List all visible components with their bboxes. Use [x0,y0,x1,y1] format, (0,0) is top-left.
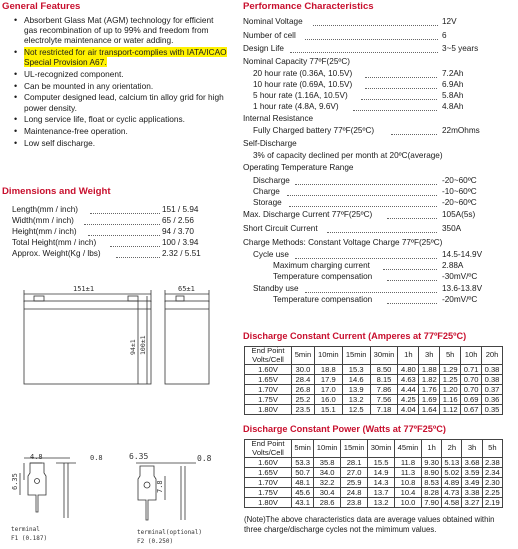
table-cell: 1.76 [419,385,440,395]
table-cell: 1.25 [440,375,461,385]
perf-value: -20~60ºC [442,198,477,207]
table-cell: 17.0 [314,385,342,395]
feature-item-highlighted: • Not restricted for air transport-complies with IATA/ICAO Special Provision A67. [12,47,228,67]
table-cell: 13.9 [342,385,370,395]
table-cell: 8.28 [421,488,441,498]
perf-value: 105A(5s) [442,210,476,219]
column-header: 5min [292,440,314,458]
perf-row: Number of cell [243,31,296,42]
battery-drawing [0,280,235,549]
perf-value: 6.9Ah [442,80,464,89]
perf-row: Charge [253,187,280,198]
endpoint-cell: 1.75V [245,395,292,405]
perf-row: 1 hour rate (4.8A, 9.6V) [253,102,339,113]
table-cell: 3.49 [462,478,482,488]
table-cell: 12.5 [342,405,370,415]
table-cell: 28.1 [341,458,368,468]
perf-value: 350A [442,224,462,233]
table-cell: 10.4 [395,488,422,498]
table-cell: 8.15 [370,375,398,385]
feature-item: • Computer designed lead, calcium tin alloy grid for high power density. [12,92,228,112]
column-header: 10h [461,347,482,365]
f2-width-label: 6.35 [129,452,149,461]
note-line: (Note)The above characteristics data are average values obtained within [244,515,495,524]
table-cell: 23.5 [292,405,315,415]
battery-drawing-svg [0,280,235,549]
perf-section: Nominal Capacity 77ºF(25ºC) [243,57,350,66]
note [244,515,516,535]
perf-value: -20~60ºC [442,176,477,185]
table-row [245,488,503,498]
table-cell: 2.30 [482,478,502,488]
endpoint-cell: 1.60V [245,365,292,375]
perf-row: Max. Discharge Current 77ºF(25ºC) [243,210,372,221]
perf-value: 2.88A [442,261,464,270]
perf-row: 20 hour rate (0.36A, 10.5V) [253,69,352,80]
table-row [245,468,503,478]
table-cell: 48.1 [292,478,314,488]
table-cell: 11.8 [395,458,422,468]
table-cell: 4.44 [398,385,419,395]
table-cell: 5.02 [442,468,462,478]
perf-value: 13.6-13.8V [442,284,483,293]
column-header: 30min [368,440,395,458]
table-cell: 43.1 [292,498,314,508]
perf-section: Operating Temperature Range [243,163,354,172]
perf-value: -30mV/ºC [442,272,478,281]
dimensions-title: Dimensions and Weight [2,186,111,197]
column-header: 3h [462,440,482,458]
table-cell: 7.18 [370,405,398,415]
table-cell: 1.82 [419,375,440,385]
perf-row: Fully Charged battery 77ºF(25ºC) [253,126,374,137]
column-header: 5h [440,347,461,365]
perf-row: Nominal Voltage [243,17,303,28]
perf-row: Temperature compensation [273,272,372,283]
table-cell: 4.04 [398,405,419,415]
perf-row: 10 hour rate (0.69A, 10.5V) [253,80,352,91]
table-cell: 34.0 [314,468,341,478]
table-cell: 3.68 [462,458,482,468]
table-cell: 15.1 [314,405,342,415]
table-cell: 16.0 [314,395,342,405]
table-cell: 4.63 [398,375,419,385]
table-row [245,395,503,405]
power-table-title: Discharge Constant Power (Watts at 77ºF25ºC) [243,424,446,434]
table-row [245,365,503,375]
f1-width-label: 4.8 [30,453,43,461]
table-cell: 8.53 [421,478,441,488]
endpoint-cell: 1.70V [245,385,292,395]
table-cell: 53.3 [292,458,314,468]
perf-row: 5 hour rate (1.16A, 10.5V) [253,91,348,102]
table-cell: 3.59 [462,468,482,478]
table-cell: 4.89 [442,478,462,488]
table-cell: 2.19 [482,498,502,508]
column-header: 45min [395,440,422,458]
endpoint-header: End Point Volts/Cell [245,347,292,365]
table-cell: 1.88 [419,365,440,375]
feature-item: • Can be mounted in any orientation. [12,81,230,91]
column-header: 1h [398,347,419,365]
table-row [245,458,503,468]
table-cell: 7.90 [421,498,441,508]
column-header: 20h [482,347,503,365]
table-cell: 4.58 [442,498,462,508]
table-cell: 18.8 [314,365,342,375]
f2-thickness-label: 0.8 [197,454,212,463]
perf-value: -20mV/ºC [442,295,478,304]
table-cell: 1.20 [440,385,461,395]
table-cell: 7.86 [370,385,398,395]
table-cell: 3.27 [462,498,482,508]
table-cell: 8.50 [370,365,398,375]
table-cell: 11.3 [395,468,422,478]
perf-value: 5.8Ah [442,91,464,100]
perf-value: 12V [442,17,457,26]
table-cell: 0.38 [482,365,503,375]
dim-row: Length(mm / inch) 151 / 5.94 [12,205,199,214]
table-cell: 8.90 [421,468,441,478]
table-cell: 0.70 [461,385,482,395]
column-header: 30min [370,347,398,365]
table-cell: 5.13 [442,458,462,468]
table-cell: 4.25 [398,395,419,405]
table-cell: 0.37 [482,385,503,395]
perf-row: Standby use [253,284,299,295]
endpoint-cell: 1.60V [245,458,292,468]
feature-item: • Maintenance-free operation. [12,126,230,136]
current-table [244,346,503,415]
table-cell: 1.69 [419,395,440,405]
general-features-title: General Features [2,1,81,12]
table-cell: 1.12 [440,405,461,415]
table-cell: 15.3 [342,365,370,375]
table-cell: 30.4 [314,488,341,498]
perf-value: 7.2Ah [442,69,464,78]
note-line: three charge/discharge cycles not the mimimum values. [244,525,437,534]
table-cell: 17.9 [314,375,342,385]
table-cell: 26.8 [292,385,315,395]
table-cell: 0.36 [482,395,503,405]
table-cell: 32.2 [314,478,341,488]
perf-row: Temperature compensation [273,295,372,306]
table-cell: 0.70 [461,375,482,385]
table-cell: 24.8 [341,488,368,498]
features-list [12,15,230,149]
table-cell: 1.29 [440,365,461,375]
terminal-f2-label: terminal(optional) [137,529,203,536]
endpoint-cell: 1.80V [245,498,292,508]
table-cell: 14.6 [342,375,370,385]
dim-row: Width(mm / inch) 65 / 2.56 [12,216,194,225]
total-height-dim-label: 100±1 [139,335,147,355]
performance-title: Performance Characteristics [243,1,374,12]
table-cell: 15.5 [368,458,395,468]
power-table-body [245,458,503,508]
table-cell: 1.16 [440,395,461,405]
column-header: 15min [342,347,370,365]
feature-item: • Long service life, float or cyclic applications. [12,114,202,124]
power-table [244,439,503,508]
perf-section: Internal Resistance [243,114,314,123]
terminal-f2-code: F2 (0.250) [137,538,174,545]
column-header: 15min [341,440,368,458]
table-cell: 14.3 [368,478,395,488]
table-cell: 1.64 [419,405,440,415]
column-header: 3h [419,347,440,365]
perf-row: Storage [253,198,282,209]
table-cell: 35.8 [314,458,341,468]
table-cell: 10.8 [395,478,422,488]
feature-item: • Absorbent Glass Mat (AGM) technology for efficient gas recombination of up to 99% and freedom from electrolyte maintenance or water adding. [12,15,228,46]
endpoint-cell: 1.70V [245,478,292,488]
table-cell: 4.80 [398,365,419,375]
table-cell: 45.6 [292,488,314,498]
terminal-f1-code: F1 (0.187) [11,535,48,542]
table-cell: 2.34 [482,468,502,478]
f1-height-label: 6.35 [11,473,19,490]
endpoint-cell: 1.65V [245,468,292,478]
perf-row: Cycle use [253,250,289,261]
column-header: 10min [314,440,341,458]
perf-row: Short Circuit Current [243,224,318,235]
perf-row: 3% of capacity declined per month at 20ºC(average) [253,151,443,160]
terminal-f1-label: terminal [11,526,40,533]
table-cell: 14.9 [368,468,395,478]
dim-row: Approx. Weight(Kg / lbs) 2.32 / 5.51 [12,249,201,258]
endpoint-cell: 1.80V [245,405,292,415]
table-cell: 3.38 [462,488,482,498]
perf-value: 3~5 years [442,44,479,53]
column-header: 5h [482,440,502,458]
table-cell: 7.56 [370,395,398,405]
table-cell: 50.7 [292,468,314,478]
column-header: 10min [314,347,342,365]
dim-row: Total Height(mm / inch) 100 / 3.94 [12,238,199,247]
f1-thickness-label: 0.8 [90,454,103,462]
column-header: 2h [442,440,462,458]
perf-value: 22mOhms [442,126,480,135]
table-cell: 0.67 [461,405,482,415]
feature-item: • UL-recognized component. [12,69,230,79]
perf-row: Design Life [243,44,284,55]
table-cell: 23.8 [341,498,368,508]
table-cell: 0.71 [461,365,482,375]
perf-row: Maximum charging current [273,261,370,272]
table-cell: 13.7 [368,488,395,498]
current-table-title: Discharge Constant Current (Amperes at 77ºF25ºC) [243,331,467,341]
table-cell: 2.38 [482,458,502,468]
perf-value: 4.8Ah [442,102,464,111]
feature-item: • Low self discharge. [12,138,230,148]
table-cell: 13.2 [368,498,395,508]
perf-section: Charge Methods: Constant Voltage Charge 77ºF(25ºC) [243,238,443,247]
table-cell: 10.0 [395,498,422,508]
height-dim-label: 94±1 [129,339,137,355]
table-cell: 2.25 [482,488,502,498]
table-row [245,385,503,395]
table-cell: 0.38 [482,375,503,385]
dim-row: Height(mm / inch) 94 / 3.70 [12,227,194,236]
length-dim-label: 151±1 [73,285,95,293]
table-cell: 28.6 [314,498,341,508]
table-row [245,375,503,385]
perf-row: Discharge [253,176,290,187]
endpoint-header: End Point Volts/Cell [245,440,292,458]
table-cell: 28.4 [292,375,315,385]
table-cell: 25.9 [341,478,368,488]
table-row [245,498,503,508]
table-cell: 9.30 [421,458,441,468]
width-dim-label: 65±1 [178,285,195,293]
column-header: 1h [421,440,441,458]
table-cell: 0.35 [482,405,503,415]
perf-section: Self-Discharge [243,139,297,148]
endpoint-cell: 1.65V [245,375,292,385]
f2-height-label: 7.8 [156,480,164,493]
column-header: 5min [292,347,315,365]
endpoint-cell: 1.75V [245,488,292,498]
current-table-body [245,365,503,415]
table-cell: 27.0 [341,468,368,478]
table-cell: 13.2 [342,395,370,405]
perf-value: 14.5-14.9V [442,250,483,259]
table-cell: 0.69 [461,395,482,405]
table-cell: 25.2 [292,395,315,405]
perf-value: -10~60ºC [442,187,477,196]
table-row [245,478,503,488]
table-row [245,405,503,415]
perf-value: 6 [442,31,447,40]
table-cell: 30.0 [292,365,315,375]
table-cell: 4.73 [442,488,462,498]
